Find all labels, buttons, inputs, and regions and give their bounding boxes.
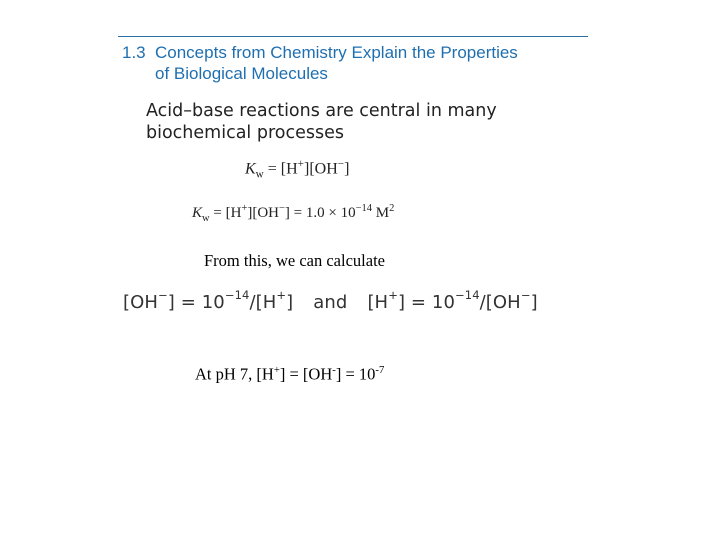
eq3-left-minus: − (158, 288, 168, 302)
eq2-minus: − (278, 203, 285, 214)
eq2-unit-exp: 2 (389, 203, 395, 214)
section-title-line2: of Biological Molecules (155, 64, 328, 83)
eq3-left-c: /[H (249, 292, 277, 313)
eq3-left-b: ] = 10 (167, 292, 225, 313)
eq1-rhs: = [H (263, 160, 298, 178)
eq2-unit: M (372, 205, 390, 221)
eq3-right-minus: − (520, 288, 531, 302)
eq1-minus: − (337, 158, 345, 170)
ph7-minus: - (332, 364, 336, 376)
eq1-sub: w (255, 168, 264, 181)
section-heading (122, 42, 518, 84)
eq3-and: and (313, 292, 348, 313)
eq1-plus: + (297, 158, 304, 170)
eq3-right-plus: + (388, 288, 398, 302)
ph7-a: At pH 7, [H (195, 364, 274, 384)
eq1-end: ] (344, 160, 350, 178)
eq3-right-d: ] (530, 292, 538, 313)
eq3-left-plus: + (276, 288, 287, 302)
eq3-right-c: /[OH (479, 292, 521, 313)
eq2-k: K (192, 205, 203, 221)
eq2-plus: + (241, 203, 248, 214)
eq2-mid: ][OH (247, 205, 279, 221)
equation-kw-definition (245, 158, 349, 181)
eq3-left-a: [OH (123, 292, 159, 313)
body-text-calculate: From this, we can calculate (204, 251, 385, 270)
eq1-mid: ][OH (303, 160, 338, 178)
eq3-right-exp: −14 (455, 288, 480, 302)
eq3-right-b: ] = 10 (397, 292, 456, 313)
equation-kw-value (192, 203, 394, 224)
equation-concentrations (123, 290, 538, 313)
section-title-line1: Concepts from Chemistry Explain the Properties (155, 43, 518, 62)
eq2-val: ] = 1.0 × 10 (284, 205, 356, 221)
ph7-b: ] = [OH (279, 364, 333, 384)
eq2-exp: −14 (355, 203, 372, 214)
ph7-plus: + (273, 364, 280, 376)
ph7-c: ] = 10 (335, 364, 376, 384)
eq2-sub: w (202, 213, 210, 224)
eq1-k: K (245, 160, 256, 178)
section-rule (118, 36, 588, 37)
eq3-right-a: [H (367, 292, 389, 313)
body-text-ph7 (195, 364, 384, 385)
subheading: Acid–base reactions are central in many biochemical processes (146, 101, 497, 143)
eq3-left-d: ] (286, 292, 294, 313)
eq2-rhs: = [H (209, 205, 242, 221)
ph7-exp: -7 (375, 364, 385, 376)
section-number: 1.3 (122, 43, 146, 62)
eq3-left-exp: −14 (224, 288, 250, 302)
